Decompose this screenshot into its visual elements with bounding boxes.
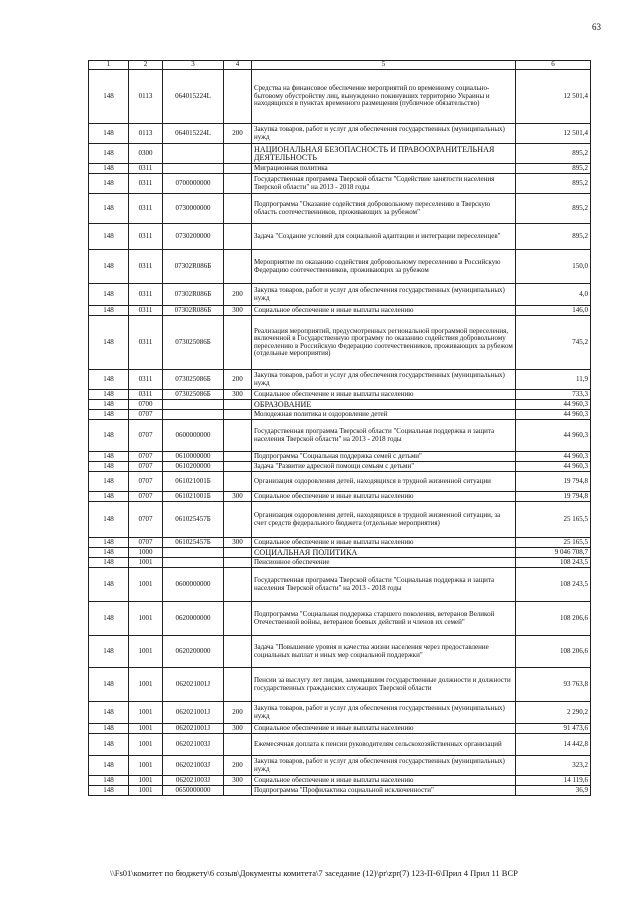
cell-section: 0311 xyxy=(129,164,163,174)
cell-description: Молодежная политика и оздоровление детей xyxy=(252,410,516,420)
cell-section: 0311 xyxy=(129,306,163,316)
cell-target-article: 061025457Б xyxy=(163,502,224,538)
cell-section: 0707 xyxy=(129,420,163,452)
cell-chapter: 148 xyxy=(89,636,129,668)
cell-amount: 12 501,4 xyxy=(516,124,591,144)
cell-description: Миграционная политика xyxy=(252,164,516,174)
cell-description: Социальное обеспечение и иные выплаты населению xyxy=(252,724,516,734)
cell-amount: 19 794,8 xyxy=(516,492,591,502)
cell-section: 1001 xyxy=(129,734,163,756)
cell-amount: 895,2 xyxy=(516,144,591,164)
cell-expense-type: 300 xyxy=(224,538,252,548)
cell-chapter: 148 xyxy=(89,370,129,390)
cell-expense-type xyxy=(224,400,252,410)
cell-description: Государственная программа Тверской области "Содействие занятости населения Тверской области" на 2013 - 2018 годы xyxy=(252,174,516,194)
table-row xyxy=(89,492,591,502)
header-cell: 6 xyxy=(516,61,591,70)
cell-chapter: 148 xyxy=(89,224,129,250)
cell-expense-type xyxy=(224,224,252,250)
cell-chapter: 148 xyxy=(89,420,129,452)
cell-amount: 323,2 xyxy=(516,756,591,776)
cell-section: 1001 xyxy=(129,636,163,668)
cell-section: 0707 xyxy=(129,538,163,548)
table-row xyxy=(89,502,591,538)
table-row xyxy=(89,472,591,492)
table-row xyxy=(89,194,591,224)
cell-amount: 4,0 xyxy=(516,284,591,306)
cell-chapter: 148 xyxy=(89,668,129,702)
cell-chapter: 148 xyxy=(89,548,129,558)
cell-section: 0311 xyxy=(129,250,163,284)
cell-chapter: 148 xyxy=(89,400,129,410)
cell-description: НАЦИОНАЛЬНАЯ БЕЗОПАСНОСТЬ И ПРАВООХРАНИТЕЛЬНАЯ ДЕЯТЕЛЬНОСТЬ xyxy=(252,144,516,164)
cell-section: 0707 xyxy=(129,462,163,472)
cell-target-article: 07302R086Б xyxy=(163,284,224,306)
table-row xyxy=(89,724,591,734)
cell-target-article: 062021003J xyxy=(163,776,224,786)
cell-section: 1000 xyxy=(129,548,163,558)
cell-section: 0113 xyxy=(129,124,163,144)
cell-expense-type xyxy=(224,668,252,702)
table-body xyxy=(89,70,591,796)
cell-target-article: 062021001J xyxy=(163,668,224,702)
cell-section: 0311 xyxy=(129,390,163,400)
cell-amount: 895,2 xyxy=(516,164,591,174)
cell-section: 1001 xyxy=(129,668,163,702)
cell-description: Закупка товаров, работ и услуг для обеспечения государственных (муниципальных) нужд xyxy=(252,756,516,776)
cell-target-article: 062021001J xyxy=(163,702,224,724)
cell-target-article: 0650000000 xyxy=(163,786,224,796)
cell-expense-type xyxy=(224,786,252,796)
table-row xyxy=(89,370,591,390)
table-row xyxy=(89,538,591,548)
cell-amount: 895,2 xyxy=(516,174,591,194)
cell-amount: 11,9 xyxy=(516,370,591,390)
cell-amount: 36,9 xyxy=(516,786,591,796)
cell-section: 0311 xyxy=(129,174,163,194)
cell-section: 0311 xyxy=(129,224,163,250)
cell-target-article: 064015224L xyxy=(163,124,224,144)
cell-expense-type xyxy=(224,558,252,568)
cell-target-article: 0620000000 xyxy=(163,602,224,636)
header-cell: 4 xyxy=(224,61,252,70)
table-row xyxy=(89,702,591,724)
cell-description: Социальное обеспечение и иные выплаты населению xyxy=(252,390,516,400)
table-header-row xyxy=(89,61,591,70)
cell-expense-type xyxy=(224,502,252,538)
table-row xyxy=(89,786,591,796)
cell-target-article: 0610000000 xyxy=(163,452,224,462)
cell-chapter: 148 xyxy=(89,194,129,224)
cell-expense-type: 200 xyxy=(224,124,252,144)
cell-section: 1001 xyxy=(129,756,163,776)
cell-amount: 108 243,5 xyxy=(516,568,591,602)
cell-expense-type: 300 xyxy=(224,306,252,316)
cell-expense-type xyxy=(224,250,252,284)
cell-chapter: 148 xyxy=(89,472,129,492)
cell-chapter: 148 xyxy=(89,724,129,734)
cell-expense-type: 300 xyxy=(224,776,252,786)
cell-expense-type xyxy=(224,316,252,370)
table-row xyxy=(89,70,591,124)
cell-amount: 745,2 xyxy=(516,316,591,370)
cell-chapter: 148 xyxy=(89,144,129,164)
cell-chapter: 148 xyxy=(89,602,129,636)
table-row xyxy=(89,284,591,306)
cell-chapter: 148 xyxy=(89,502,129,538)
cell-chapter: 148 xyxy=(89,756,129,776)
cell-target-article: 07302R086Б xyxy=(163,250,224,284)
cell-amount: 91 473,6 xyxy=(516,724,591,734)
cell-target-article: 073025086Б xyxy=(163,316,224,370)
cell-expense-type xyxy=(224,734,252,756)
cell-expense-type xyxy=(224,194,252,224)
cell-expense-type xyxy=(224,144,252,164)
cell-expense-type xyxy=(224,462,252,472)
cell-description: Закупка товаров, работ и услуг для обеспечения государственных (муниципальных) нужд xyxy=(252,702,516,724)
cell-description: Задача "Развитие адресной помощи семьям с детьми" xyxy=(252,462,516,472)
cell-expense-type xyxy=(224,568,252,602)
cell-amount: 44 960,3 xyxy=(516,410,591,420)
cell-target-article: 0620200000 xyxy=(163,636,224,668)
table-row xyxy=(89,462,591,472)
cell-amount: 895,2 xyxy=(516,194,591,224)
cell-amount: 108 206,6 xyxy=(516,602,591,636)
cell-description: Социальное обеспечение и иные выплаты населению xyxy=(252,306,516,316)
cell-amount: 9 046 708,7 xyxy=(516,548,591,558)
cell-target-article xyxy=(163,164,224,174)
cell-expense-type xyxy=(224,636,252,668)
table-row xyxy=(89,400,591,410)
cell-target-article: 062021003J xyxy=(163,756,224,776)
cell-section: 0311 xyxy=(129,316,163,370)
table-row xyxy=(89,636,591,668)
table-row xyxy=(89,224,591,250)
cell-section: 0311 xyxy=(129,284,163,306)
cell-expense-type xyxy=(224,472,252,492)
cell-expense-type xyxy=(224,164,252,174)
table-row xyxy=(89,548,591,558)
cell-section: 0707 xyxy=(129,472,163,492)
table-row xyxy=(89,124,591,144)
cell-expense-type: 300 xyxy=(224,724,252,734)
table-row xyxy=(89,602,591,636)
cell-description: ОБРАЗОВАНИЕ xyxy=(252,400,516,410)
budget-table xyxy=(88,60,591,796)
cell-expense-type: 200 xyxy=(224,702,252,724)
cell-target-article: 0610200000 xyxy=(163,462,224,472)
file-path-footer: \\Fs01\комитет по бюджету\6 созыв\Документы комитета\7 заседание (12)\pr\zpr(7) 123-П-6\Прил 4 Прил 11 ВСР xyxy=(110,868,518,878)
cell-target-article xyxy=(163,558,224,568)
cell-amount: 895,2 xyxy=(516,224,591,250)
table-row xyxy=(89,410,591,420)
cell-target-article: 061021001Б xyxy=(163,472,224,492)
cell-description: Государственная программа Тверской области "Социальная поддержка и защита населения Тверской области" на 2013 - 2018 годы xyxy=(252,568,516,602)
cell-section: 1001 xyxy=(129,786,163,796)
cell-expense-type xyxy=(224,548,252,558)
cell-description: Подпрограмма "Социальная поддержка семей с детьми" xyxy=(252,452,516,462)
cell-amount: 108 206,6 xyxy=(516,636,591,668)
table-row xyxy=(89,164,591,174)
cell-target-article: 064015224L xyxy=(163,70,224,124)
cell-section: 1001 xyxy=(129,724,163,734)
cell-chapter: 148 xyxy=(89,452,129,462)
table-row xyxy=(89,390,591,400)
header-cell: 2 xyxy=(129,61,163,70)
cell-description: Задача "Повышение уровня и качества жизни населения через предоставление социальных выплат и иных мер социальной поддержки" xyxy=(252,636,516,668)
cell-amount: 733,3 xyxy=(516,390,591,400)
cell-chapter: 148 xyxy=(89,70,129,124)
cell-target-article: 061025457Б xyxy=(163,538,224,548)
cell-section: 1001 xyxy=(129,702,163,724)
cell-expense-type xyxy=(224,452,252,462)
cell-description: Задача "Создание условий для социальной адаптации и интеграции переселенцев" xyxy=(252,224,516,250)
cell-chapter: 148 xyxy=(89,776,129,786)
cell-chapter: 148 xyxy=(89,538,129,548)
table-row xyxy=(89,558,591,568)
cell-section: 0707 xyxy=(129,492,163,502)
cell-section: 0300 xyxy=(129,144,163,164)
cell-amount: 44 960,3 xyxy=(516,452,591,462)
cell-target-article: 0730200000 xyxy=(163,224,224,250)
table-row xyxy=(89,316,591,370)
cell-description: Социальное обеспечение и иные выплаты населению xyxy=(252,538,516,548)
cell-section: 1001 xyxy=(129,776,163,786)
cell-description: Организация оздоровления детей, находящихся в трудной жизненной ситуации xyxy=(252,472,516,492)
cell-expense-type: 300 xyxy=(224,390,252,400)
cell-target-article xyxy=(163,400,224,410)
table-row xyxy=(89,452,591,462)
cell-description: Мероприятие по оказанию содействия добровольному переселению в Российскую Федерацию соотечественников, проживающих за рубежом xyxy=(252,250,516,284)
cell-amount: 93 763,8 xyxy=(516,668,591,702)
cell-chapter: 148 xyxy=(89,306,129,316)
cell-chapter: 148 xyxy=(89,250,129,284)
cell-expense-type xyxy=(224,70,252,124)
header-cell: 5 xyxy=(252,61,516,70)
cell-description: Средства на финансовое обеспечение мероприятий по временному социально-бытовому обустройству лиц, вынужденно покинувших территорию Украины и находящихся в пунктах временного размещения (публичное обязательство) xyxy=(252,70,516,124)
cell-description: Закупка товаров, работ и услуг для обеспечения государственных (муниципальных) нужд xyxy=(252,370,516,390)
cell-target-article: 062021001J xyxy=(163,724,224,734)
table-row xyxy=(89,568,591,602)
table-row xyxy=(89,734,591,756)
cell-section: 1001 xyxy=(129,558,163,568)
cell-target-article xyxy=(163,410,224,420)
cell-chapter: 148 xyxy=(89,462,129,472)
cell-chapter: 148 xyxy=(89,284,129,306)
cell-chapter: 148 xyxy=(89,164,129,174)
table-row xyxy=(89,306,591,316)
cell-chapter: 148 xyxy=(89,558,129,568)
cell-chapter: 148 xyxy=(89,786,129,796)
cell-chapter: 148 xyxy=(89,702,129,724)
cell-amount: 25 165,5 xyxy=(516,502,591,538)
cell-description: Подпрограмма "Профилактика социальной исключенности" xyxy=(252,786,516,796)
cell-section: 0707 xyxy=(129,452,163,462)
cell-target-article: 062021003J xyxy=(163,734,224,756)
cell-chapter: 148 xyxy=(89,124,129,144)
cell-description: Социальное обеспечение и иные выплаты населению xyxy=(252,776,516,786)
cell-amount: 14 119,6 xyxy=(516,776,591,786)
cell-expense-type: 300 xyxy=(224,492,252,502)
cell-description: Ежемесячная доплата к пенсии руководителям сельскохозяйственных организаций xyxy=(252,734,516,756)
cell-section: 0707 xyxy=(129,410,163,420)
page-number: 63 xyxy=(592,22,601,32)
cell-target-article: 07302R086Б xyxy=(163,306,224,316)
cell-amount: 44 960,3 xyxy=(516,400,591,410)
cell-amount: 14 442,8 xyxy=(516,734,591,756)
cell-section: 1001 xyxy=(129,602,163,636)
cell-target-article: 0600000000 xyxy=(163,568,224,602)
table-row xyxy=(89,668,591,702)
cell-chapter: 148 xyxy=(89,568,129,602)
cell-amount: 19 794,8 xyxy=(516,472,591,492)
cell-chapter: 148 xyxy=(89,734,129,756)
cell-expense-type xyxy=(224,410,252,420)
cell-target-article xyxy=(163,548,224,558)
cell-description: Организация оздоровления детей, находящихся в трудной жизненной ситуации, за счет средств федерального бюджета (отдельные мероприятия) xyxy=(252,502,516,538)
cell-amount: 150,0 xyxy=(516,250,591,284)
cell-description: Социальное обеспечение и иные выплаты населению xyxy=(252,492,516,502)
cell-amount: 146,0 xyxy=(516,306,591,316)
cell-description: Государственная программа Тверской области "Социальная поддержка и защита населения Тверской области" на 2013 - 2018 годы xyxy=(252,420,516,452)
cell-target-article: 0700000000 xyxy=(163,174,224,194)
cell-expense-type xyxy=(224,420,252,452)
cell-section: 0707 xyxy=(129,502,163,538)
cell-chapter: 148 xyxy=(89,492,129,502)
header-cell: 1 xyxy=(89,61,129,70)
cell-description: Закупка товаров, работ и услуг для обеспечения государственных (муниципальных) нужд xyxy=(252,124,516,144)
cell-target-article: 0730000000 xyxy=(163,194,224,224)
table-row xyxy=(89,756,591,776)
cell-target-article: 073025086Б xyxy=(163,370,224,390)
cell-target-article: 061021001Б xyxy=(163,492,224,502)
cell-target-article: 0600000000 xyxy=(163,420,224,452)
cell-amount: 12 501,4 xyxy=(516,70,591,124)
table-row xyxy=(89,250,591,284)
cell-chapter: 148 xyxy=(89,174,129,194)
header-cell: 3 xyxy=(163,61,224,70)
cell-section: 0700 xyxy=(129,400,163,410)
cell-section: 0113 xyxy=(129,70,163,124)
cell-description: Подпрограмма "Оказание содействия добровольному переселению в Тверскую область соотечественников, проживающих за рубежом" xyxy=(252,194,516,224)
cell-description: Закупка товаров, работ и услуг для обеспечения государственных (муниципальных) нужд xyxy=(252,284,516,306)
cell-expense-type xyxy=(224,174,252,194)
cell-description: Реализация мероприятий, предусмотренных региональной программой переселения, включенной в Государственную программу по оказанию содействия добровольному переселению в Российскую Федерацию соотечественников, проживающих за рубежом (отдельные мероприятия) xyxy=(252,316,516,370)
cell-description: СОЦИАЛЬНАЯ ПОЛИТИКА xyxy=(252,548,516,558)
table-row xyxy=(89,144,591,164)
table-row xyxy=(89,174,591,194)
cell-expense-type: 200 xyxy=(224,370,252,390)
cell-amount: 44 960,3 xyxy=(516,420,591,452)
cell-chapter: 148 xyxy=(89,410,129,420)
cell-expense-type: 200 xyxy=(224,756,252,776)
cell-section: 1001 xyxy=(129,568,163,602)
cell-expense-type xyxy=(224,602,252,636)
cell-amount: 2 290,2 xyxy=(516,702,591,724)
cell-description: Подпрограмма "Социальная поддержка старшего поколения, ветеранов Великой Отечественной войны, ветеранов боевых действий и членов их семей" xyxy=(252,602,516,636)
cell-target-article: 073025086Б xyxy=(163,390,224,400)
cell-description: Пенсионное обеспечение xyxy=(252,558,516,568)
table-row xyxy=(89,776,591,786)
table-row xyxy=(89,420,591,452)
cell-expense-type: 200 xyxy=(224,284,252,306)
cell-target-article xyxy=(163,144,224,164)
cell-chapter: 148 xyxy=(89,316,129,370)
cell-amount: 44 960,3 xyxy=(516,462,591,472)
cell-section: 0311 xyxy=(129,370,163,390)
cell-chapter: 148 xyxy=(89,390,129,400)
cell-section: 0311 xyxy=(129,194,163,224)
cell-amount: 108 243,5 xyxy=(516,558,591,568)
cell-amount: 25 165,5 xyxy=(516,538,591,548)
cell-description: Пенсии за выслугу лет лицам, замещавшим государственные должности и должности государственных гражданских служащих Тверской области xyxy=(252,668,516,702)
